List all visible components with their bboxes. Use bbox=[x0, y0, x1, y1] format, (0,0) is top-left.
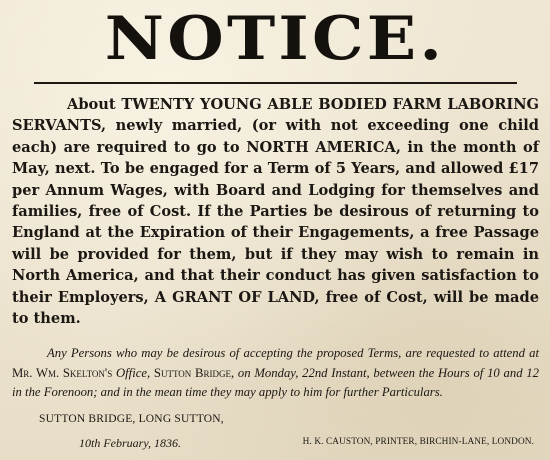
notice-title: NOTICE. bbox=[104, 4, 446, 74]
body-text-4: , free of Cost, will be made to them. bbox=[12, 288, 539, 328]
instructions-text-3: , on Monday, 22nd Instant, between the Hours of 10 and 12 in the Forenoon; and in the mean time they may apply to him for further Particulars. bbox=[12, 365, 539, 399]
instructions-agent-name: Mr. Wm. Skelton's bbox=[12, 365, 113, 380]
issue-date: 10th February, 1836. bbox=[79, 436, 181, 450]
body-text-3: , in the month of May, next. To be engaged for a Term of 5 Years, and allowed £17 per Annum Wages, with Board and Lodging for themselves and families, free of Cost. If the Parties be desirous of returning to England at the Expiration of their Engagements, a free Passage will be provided for them, but if they may wish to remain in North America, and that their conduct has given satisfaction to their Employers, bbox=[12, 138, 539, 306]
body-emphasis-land-grant: A GRANT OF LAND bbox=[154, 288, 315, 306]
instructions-text-2: Office, bbox=[112, 365, 154, 380]
printer-credit: H. K. CAUSTON, PRINTER, BIRCHIN-LANE, LONDON. bbox=[302, 437, 534, 447]
title-divider bbox=[34, 82, 517, 84]
body-text-1: About bbox=[67, 96, 122, 113]
instructions-location: Sutton Bridge bbox=[153, 365, 231, 380]
body-emphasis-destination: NORTH AMERICA bbox=[246, 138, 396, 156]
notice-body bbox=[12, 94, 539, 329]
issue-place: SUTTON BRIDGE, LONG SUTTON, bbox=[39, 413, 224, 425]
body-text-2: , newly married, (or with not exceeding one child each) are required to go to bbox=[12, 117, 539, 156]
instructions-text-1: Any Persons who may be desirous of accepting the proposed Terms, are requested to attend at bbox=[47, 346, 539, 360]
body-emphasis-servants: TWENTY YOUNG ABLE BODIED FARM LABORING SERVANTS bbox=[12, 96, 539, 135]
notice-instructions bbox=[12, 344, 539, 403]
